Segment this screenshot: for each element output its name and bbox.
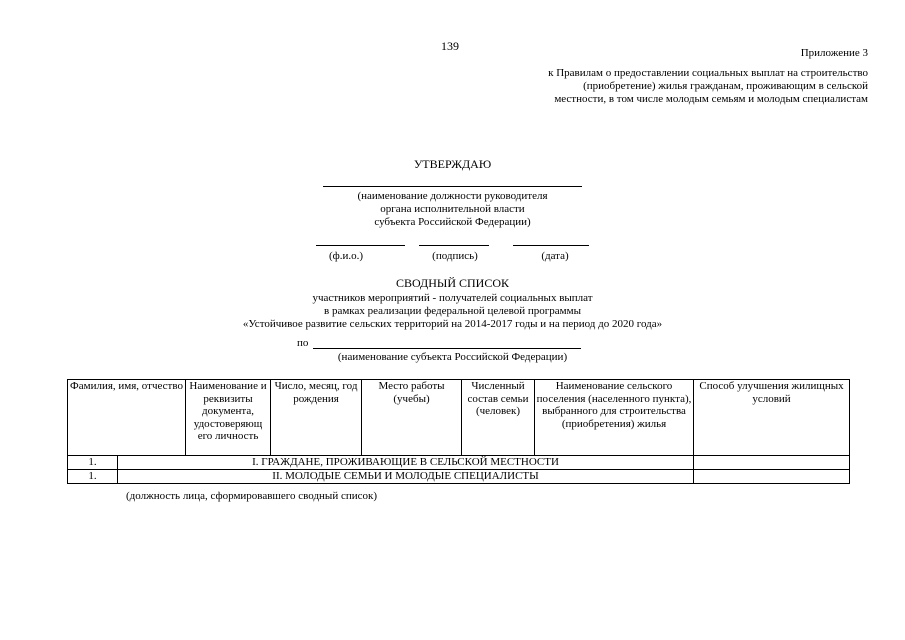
subtitle-line1: участников мероприятий - получателей социальных выплат — [312, 292, 593, 304]
summary-table — [67, 379, 850, 484]
footer-caption: (должность лица, сформировавшего сводный список) — [126, 490, 377, 502]
col-header-name: Фамилия, имя, отчество — [68, 380, 186, 456]
appendix-title: Приложение 3 — [800, 47, 868, 59]
section-number: 1. — [68, 470, 118, 484]
section-empty-cell — [694, 470, 850, 484]
region-line — [313, 348, 581, 349]
appendix-subtitle: к Правилам о предоставлении социальных выплат на строительство (приобретение) жилья гражданам, проживающим в сельской местности, в том числе молодым семьям и молодым специалистам — [548, 67, 868, 105]
col-header-workplace: Место работы (учебы) — [362, 380, 462, 456]
section-number: 1. — [68, 456, 118, 470]
section-title: I. ГРАЖДАНЕ, ПРОЖИВАЮЩИЕ В СЕЛЬСКОЙ МЕСТНОСТИ — [118, 456, 694, 470]
fio-line — [316, 245, 405, 246]
date-label: (дата) — [541, 250, 569, 262]
document-title: СВОДНЫЙ СПИСОК — [395, 276, 510, 290]
col-header-settlement: Наименование сельского поселения (населенного пункта), выбранного для строительства (приобретения) жилья — [535, 380, 694, 456]
official-caption-line2: органа исполнительной власти — [380, 203, 525, 215]
subtitle-line2: в рамках реализации федеральной целевой программы — [324, 305, 581, 317]
region-caption: (наименование субъекта Российской Федерации) — [337, 351, 568, 363]
page-number: 139 — [441, 39, 459, 53]
col-header-birthdate: Число, месяц, год рождения — [271, 380, 362, 456]
official-caption — [0, 190, 905, 229]
po-label: по — [297, 337, 309, 349]
section-empty-cell — [694, 456, 850, 470]
official-caption-line1: (наименование должности руководителя — [357, 190, 548, 202]
fio-label: (ф.и.о.) — [328, 250, 364, 262]
official-caption-line3: субъекта Российской Федерации) — [374, 216, 531, 228]
section-row — [68, 456, 850, 470]
signature-line — [419, 245, 489, 246]
document-subtitle — [0, 292, 905, 331]
approve-heading: УТВЕРЖДАЮ — [413, 157, 492, 171]
date-line — [513, 245, 589, 246]
section-row — [68, 470, 850, 484]
official-signature-line — [323, 186, 582, 187]
col-header-improvement: Способ улучшения жилищных условий — [694, 380, 850, 456]
section-title: II. МОЛОДЫЕ СЕМЬИ И МОЛОДЫЕ СПЕЦИАЛИСТЫ — [118, 470, 694, 484]
signature-label: (подпись) — [432, 250, 478, 262]
table-header-row — [68, 380, 850, 456]
col-header-document: Наименование и реквизиты документа, удостоверяющ его личность — [186, 380, 271, 456]
col-header-family-size: Численный состав семьи (человек) — [462, 380, 535, 456]
subtitle-line3: «Устойчивое развитие сельских территорий на 2014-2017 годы и на период до 2020 года» — [242, 318, 663, 330]
